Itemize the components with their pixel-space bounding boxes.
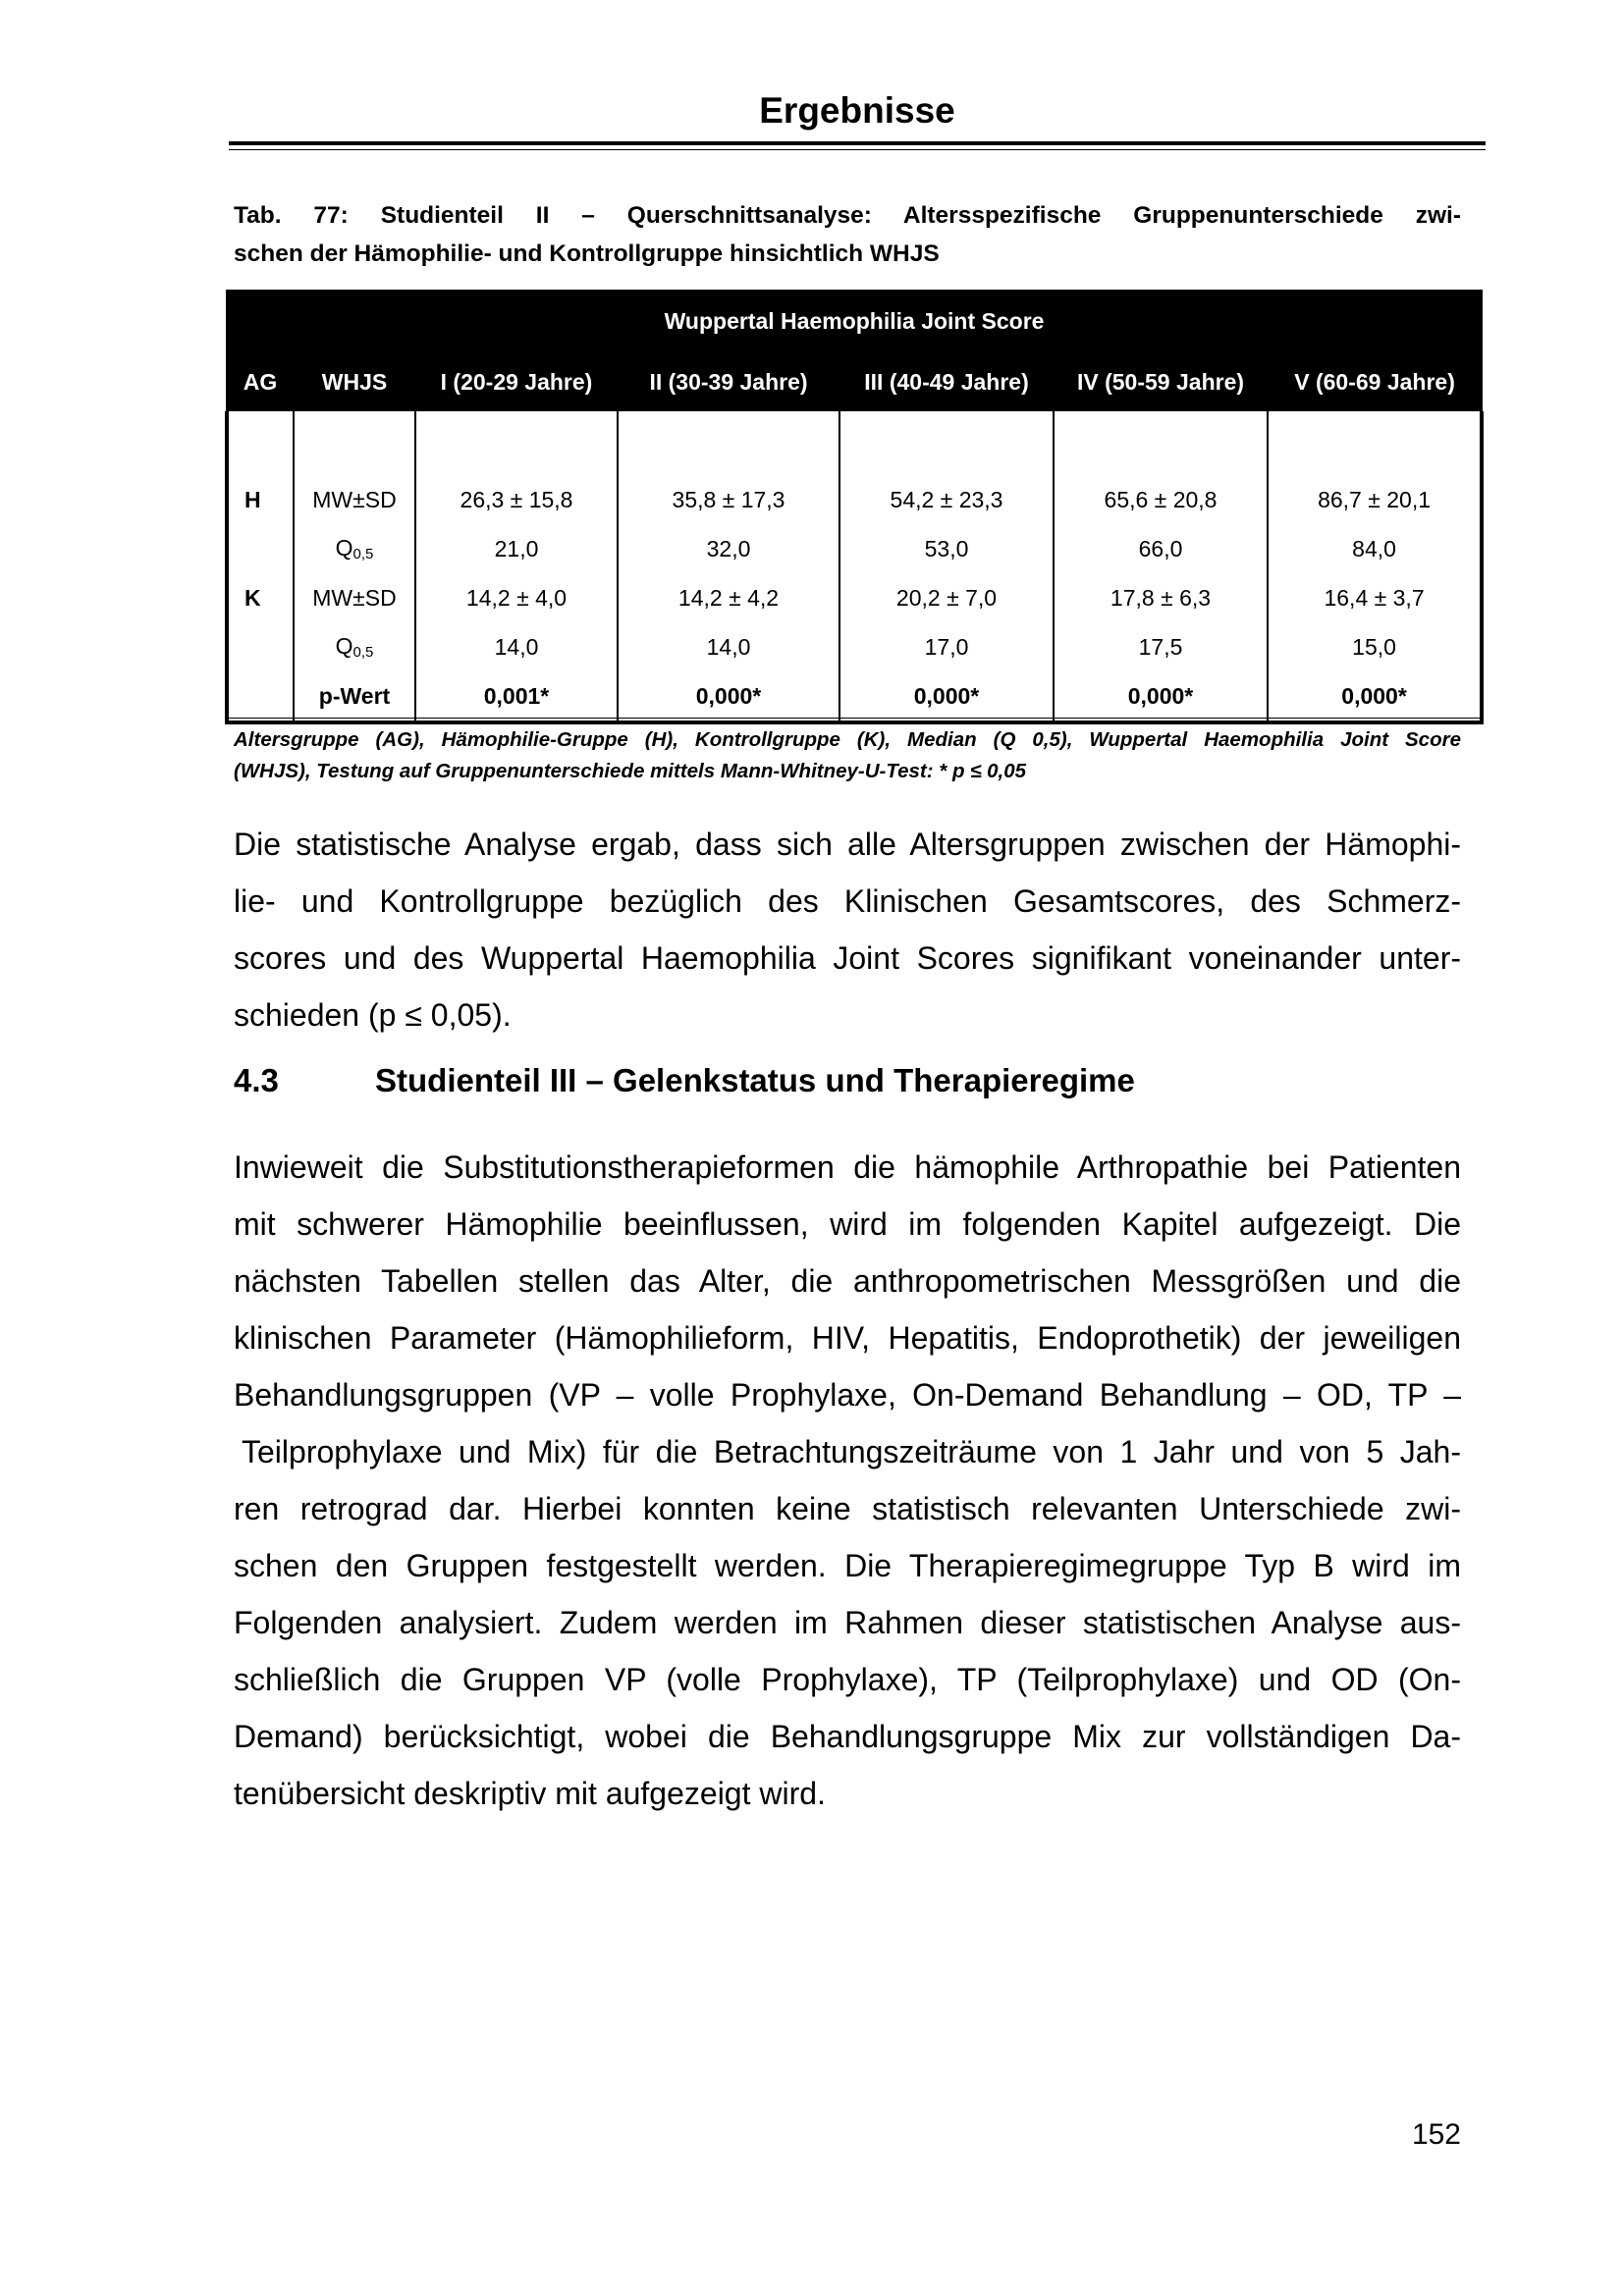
table-cell: 35,8 ± 17,3: [618, 475, 839, 524]
table-row: [227, 573, 1482, 622]
table-cell: 66,0: [1054, 524, 1268, 573]
paragraph-line: Demand) berücksichtigt, wobei die Behandlungsgruppe Mix zur vollständigen Da-: [234, 1719, 1461, 1754]
paragraph-line: schieden (p ≤ 0,05).: [234, 997, 512, 1033]
column-header-whjs: WHJS: [294, 351, 415, 411]
paragraph-line: schließlich die Gruppen VP (volle Prophylaxe), TP (Teilprophylaxe) und OD (On-: [234, 1662, 1461, 1697]
table-cell: 21,0: [415, 524, 618, 573]
table-footnote-line-2: (WHJS), Testung auf Gruppenunterschiede mittels Mann-Whitney-U-Test: * p ≤ 0,05: [234, 760, 1027, 782]
section-number: 4.3: [234, 1062, 279, 1098]
table-cell: 84,0: [1268, 524, 1482, 573]
table-caption-line-1: Tab. 77: Studienteil II – Querschnittsanalyse: Altersspezifische Gruppenunterschiede zwi-: [234, 202, 1461, 229]
table-spacer-row: [227, 411, 1482, 475]
table-cell: 0,000*: [1268, 671, 1482, 722]
whjs-table: [225, 290, 1480, 724]
row-measure: MW±SD: [294, 475, 415, 524]
paragraph-line: Die statistische Analyse ergab, dass sich alle Altersgruppen zwischen der Hämophi-: [234, 827, 1461, 862]
paragraph-line: ren retrograd dar. Hierbei konnten keine statistisch relevanten Unterschiede zwi-: [234, 1491, 1461, 1526]
section-heading: [234, 1062, 1135, 1099]
row-measure: [294, 622, 415, 671]
table-cell: 0,000*: [1054, 671, 1268, 722]
table-cell: 17,8 ± 6,3: [1054, 573, 1268, 622]
column-header-group-4: IV (50-59 Jahre): [1054, 351, 1268, 411]
paragraph-therapy-regime: [234, 1139, 1461, 1822]
column-header-group-2: II (30-39 Jahre): [618, 351, 839, 411]
paragraph-statistical-analysis: [234, 816, 1461, 1043]
row-age-group: [227, 524, 294, 573]
table-cell: 17,0: [839, 622, 1054, 671]
table-row: [227, 475, 1482, 524]
paragraph-line: klinischen Parameter (Hämophilieform, HIV, Hepatitis, Endoprothetik) der jeweiligen: [234, 1320, 1461, 1356]
row-age-group: K: [227, 573, 294, 622]
paragraph-line: Behandlungsgruppen (VP – volle Prophylaxe, On-Demand Behandlung – OD, TP –: [234, 1377, 1461, 1413]
table-cell: 20,2 ± 7,0: [839, 573, 1054, 622]
table-footnote-line-1: Altersgruppe (AG), Hämophilie-Gruppe (H), Kontrollgruppe (K), Median (Q 0,5), Wuppertal Haemophilia Joint Score: [234, 728, 1461, 751]
table-cell: 16,4 ± 3,7: [1268, 573, 1482, 622]
table-footnote: [234, 724, 1461, 787]
table-cell: 14,2 ± 4,0: [415, 573, 618, 622]
row-measure: [294, 524, 415, 573]
measure-base: Q: [335, 535, 353, 561]
table-cell: 14,0: [618, 622, 839, 671]
column-header-group-1: I (20-29 Jahre): [415, 351, 618, 411]
measure-subscript: 0,5: [352, 546, 374, 562]
row-measure: p-Wert: [294, 671, 415, 722]
table-cell: 32,0: [618, 524, 839, 573]
page-header-title: Ergebnisse: [759, 90, 955, 131]
paragraph-line: lie- und Kontrollgruppe bezüglich des Klinischen Gesamtscores, des Schmerz-: [234, 883, 1461, 919]
table-cell: 65,6 ± 20,8: [1054, 475, 1268, 524]
row-age-group: [227, 671, 294, 722]
paragraph-line: tenübersicht deskriptiv mit aufgezeigt wird.: [234, 1776, 826, 1811]
paragraph-line: mit schwerer Hämophilie beeinflussen, wird im folgenden Kapitel aufgezeigt. Die: [234, 1206, 1461, 1242]
paragraph-line: Teilprophylaxe und Mix) für die Betrachtungszeiträume von 1 Jahr und von 5 Jah-: [242, 1434, 1461, 1469]
column-header-group-5: V (60-69 Jahre): [1268, 351, 1482, 411]
row-age-group: [227, 622, 294, 671]
table-cell: 53,0: [839, 524, 1054, 573]
page-number: 152: [1411, 2118, 1461, 2151]
column-header-group-3: III (40-49 Jahre): [839, 351, 1054, 411]
paragraph-line: Inwieweit die Substitutionstherapieformen die hämophile Arthropathie bei Patienten: [234, 1149, 1461, 1185]
table-cell: 26,3 ± 15,8: [415, 475, 618, 524]
table-cell: 15,0: [1268, 622, 1482, 671]
table-cell: 54,2 ± 23,3: [839, 475, 1054, 524]
header-rule: [229, 141, 1486, 150]
column-header-ag: AG: [227, 351, 294, 411]
table-caption: [234, 196, 1461, 273]
paragraph-line: schen den Gruppen festgestellt werden. Die Therapieregimegruppe Typ B wird im: [234, 1548, 1461, 1583]
table-row: [227, 524, 1482, 573]
table-cell: 86,7 ± 20,1: [1268, 475, 1482, 524]
paragraph-line: nächsten Tabellen stellen das Alter, die anthropometrischen Messgrößen und die: [234, 1263, 1461, 1299]
table-cell: 0,001*: [415, 671, 618, 722]
table-cell: 14,2 ± 4,2: [618, 573, 839, 622]
table-footnote-rule: [225, 718, 1480, 719]
table-cell: 0,000*: [839, 671, 1054, 722]
section-title: Studienteil III – Gelenkstatus und Therapieregime: [375, 1062, 1135, 1098]
measure-base: Q: [335, 633, 353, 659]
paragraph-line: Folgenden analysiert. Zudem werden im Rahmen dieser statistischen Analyse aus-: [234, 1605, 1461, 1640]
table-row-p-value: [227, 671, 1482, 722]
table-super-header: Wuppertal Haemophilia Joint Score: [227, 291, 1482, 351]
row-age-group: H: [227, 475, 294, 524]
table-cell: 17,5: [1054, 622, 1268, 671]
row-measure: MW±SD: [294, 573, 415, 622]
paragraph-line: scores und des Wuppertal Haemophilia Joint Scores signifikant voneinander unter-: [234, 940, 1461, 976]
measure-subscript: 0,5: [352, 644, 374, 661]
table-caption-line-2: schen der Hämophilie- und Kontrollgruppe hinsichtlich WHJS: [234, 240, 940, 267]
table-cell: 14,0: [415, 622, 618, 671]
table-row: [227, 622, 1482, 671]
table-cell: 0,000*: [618, 671, 839, 722]
